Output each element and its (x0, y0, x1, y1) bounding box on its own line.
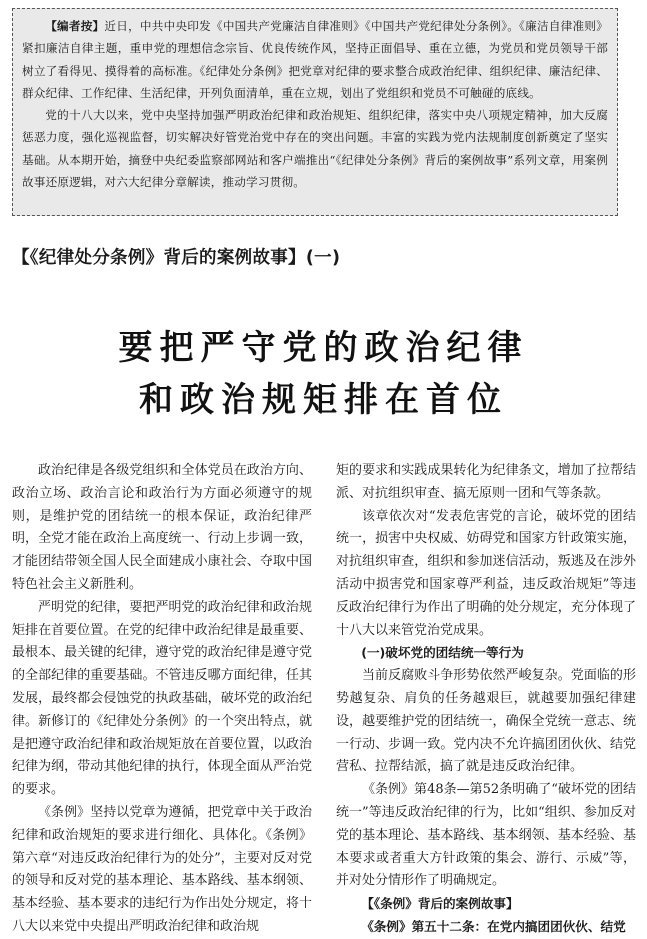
section-heading: (一)破坏党的团结统一等行为 (361, 645, 524, 661)
right-column (336, 460, 636, 939)
article-title-line-2: 和政治规矩排在首位 (139, 380, 508, 420)
editor-note-box (12, 8, 618, 216)
paragraph: 严明党的纪律，要把严明党的政治纪律和政治规矩排在首要位置。在党的纪律中政治纪律是最重要、最根本、最关键的纪律，遵守党的政治纪律是遵守党的全部纪律的重要基础。不管违反哪方面纪律，任其发展，最终都会侵蚀党的执政基础，破坏党的政治纪律。新修订的《纪律处分条例》的一个突出特点，就是把遵守政治纪律和政治规矩放在首要位置，以政治纪律为纲，带动其他纪律的执行，体现全面从严治党的要求。 (12, 599, 312, 798)
paragraph: 矩的要求和实践成果转化为纪律条文，增加了拉帮结派、对抗组织审查、搞无原则一团和气等条款。 (336, 463, 636, 501)
paragraph: 当前反腐败斗争形势依然严峻复杂。党面临的形势越复杂、肩负的任务越艰巨，就越要加强纪律建设，越要维护党的团结统一，确保全党统一意志、统一行动、步调一致。党内决不允许搞团团伙伙、结党营私、拉帮结派，搞了就是违反政治纪律。 (336, 668, 636, 775)
editor-note-para-2: 党的十八大以来，党中央坚持加强严明政治纪律和政治规矩、组织纪律，落实中央八项规定精神，加大反腐惩恶力度，强化巡视监督，切实解决好管党治党中存在的突出问题。丰富的实践为党内法规制度创新奠定了坚实基础。从本期开始，摘登中央纪委监察部网站和客户端推出“《纪律处分条例》背后的案例故事”系列文章，用案例故事还原逻辑，对六大纪律分章解读，推动学习贯彻。 (22, 108, 608, 190)
editor-note-label: 【编者按】 (45, 19, 105, 33)
section-heading: 【《条例》背后的案例故事】 (361, 896, 519, 912)
paragraph: 该章依次对“发表危害党的言论，破坏党的团结统一，损害中央权威、妨碍党和国家方针政策实施，对抗组织审查，组织和参加迷信活动，叛逃及在涉外活动中损害党和国家尊严利益，违反政治规矩”等违反政治纪律行为作出了明确的处分规定，充分体现了十八大以来管党治党成果。 (336, 508, 636, 638)
left-column (12, 460, 312, 939)
paragraph: 《条例》坚持以党章为遵循，把党章中关于政治纪律和政治规矩的要求进行细化、具体化。《条例》第六章“对违反政治纪律行为的处分”，主要对反对党的领导和反对党的基本理论、基本路线、基本纲领、基本经验、基本要求的违纪行为作出处分规定，将十八大以来党中央提出严明政治纪律和政治规 (12, 804, 312, 934)
article-title-line-1: 要把严守党的政治纪律 (118, 328, 529, 368)
paragraph: 《条例》第48条—第52条明确了“破坏党的团结统一”等违反政治纪律的行为，比如“组织、参加反对党的基本理论、基本路线、基本纲领、基本经验、基本要求或者重大方针政策的集会、游行、示威”等，并对处分情形作了明确规定。 (336, 782, 636, 889)
editor-note-text-1: 近日，中共中央印发《中国共产党廉洁自律准则》《中国共产党纪律处分条例》。《廉洁自律准则》紧扣廉洁自律主题，重申党的理想信念宗旨、优良传统作风，坚持正面倡导、重在立德，为党员和党员领导干部树立了看得见、摸得着的高标准。《纪律处分条例》把党章对纪律的要求整合成政治纪律、组织纪律、廉洁纪律、群众纪律、工作纪律、生活纪律，开列负面清单，重在立规，划出了党组织和党员不可触碰的底线。 (22, 19, 608, 100)
series-title: 【《纪律处分条例》背后的案例故事】(一) (12, 248, 341, 268)
editor-note-para-1 (22, 15, 608, 104)
section-heading: 《条例》第五十二条：在党内搞团团伙伙、结党 (361, 918, 626, 934)
paragraph: 政治纪律是各级党组织和全体党员在政治方向、政治立场、政治言论和政治行为方面必须遵守的规则，是维护党的团结统一的根本保证，政治纪律严明，全党才能在政治上高度统一、行动上步调一致，才能团结带领全国人民全面建成小康社会、夺取中国特色社会主义新胜利。 (12, 463, 312, 592)
